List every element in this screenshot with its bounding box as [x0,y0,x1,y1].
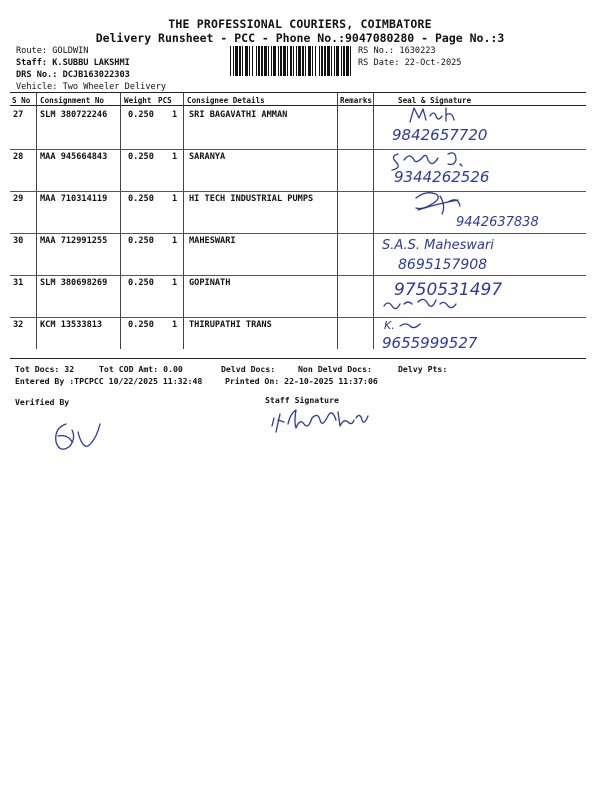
signature-row-31 [378,274,578,318]
barcode-bar [245,46,248,76]
barcode-bar [233,46,234,76]
row-sno: 32 [13,320,24,330]
svg-text:9655999527: 9655999527 [382,334,478,352]
rs-date: RS Date: 22-Oct-2025 [358,58,462,68]
column-divider [183,93,184,349]
barcode-bar [324,46,326,76]
barcode-bar [293,46,294,76]
header-sno: S No [12,96,31,105]
barcode-bar [346,46,349,76]
svg-text:8695157908: 8695157908 [398,257,488,273]
svg-text:9442637838: 9442637838 [456,215,539,230]
staff-signature-label: Staff Signature [265,395,339,405]
barcode-bar [283,46,286,76]
row-weight: 0.250 [128,320,154,330]
barcode-bar [298,46,301,76]
runsheet-subtitle: Delivery Runsheet - PCC - Phone No.:9047080280 - Page No.:3 [95,31,505,45]
row-sno: 30 [13,236,24,246]
row-sno: 31 [13,278,24,288]
staff-signature [268,404,378,448]
svg-text:9750531497: 9750531497 [394,280,503,300]
signature-row-30 [378,232,578,276]
row-consignee: MAHESWARI [189,236,236,246]
barcode-bar [252,46,253,76]
signature-row-32 [378,316,578,362]
row-consignee: HI TECH INDUSTRIAL PUMPS [189,194,314,204]
row-weight: 0.250 [128,194,154,204]
barcode-bar [321,46,323,76]
row-weight: 0.250 [128,278,154,288]
row-pcs: 1 [172,152,178,162]
barcode-bar [258,46,260,76]
barcode-bar [249,46,250,76]
barcode-bar [278,46,279,76]
row-consignment: MAA 712991255 [40,236,108,246]
delivery-points: Delvy Pts: [398,364,448,374]
header-consignment: Consignment No [40,96,105,105]
barcode-bar [343,46,345,76]
route-info: Route: GOLDWIN [16,46,89,56]
header-remarks: Remarks [340,96,373,105]
column-divider [120,93,121,349]
row-pcs: 1 [172,320,178,330]
barcode-bar [334,46,335,76]
row-pcs: 1 [172,278,178,288]
barcode-bar [268,46,269,76]
barcode-bar [308,46,311,76]
barcode [230,46,352,76]
svg-text:S.A.S. Maheswari: S.A.S. Maheswari [382,238,494,253]
row-sno: 28 [13,152,24,162]
barcode-bar [290,46,292,76]
barcode-bar [242,46,243,76]
row-sno: 27 [13,110,24,120]
row-weight: 0.250 [128,236,154,246]
rs-number: RS No.: 1630223 [358,46,436,56]
barcode-bar [327,46,330,76]
barcode-bar [230,46,231,76]
row-pcs: 1 [172,110,178,120]
row-consignment: SLM 380698269 [40,278,108,288]
header-pcs: PCS [158,96,172,105]
column-divider [337,93,338,349]
row-consignment: MAA 710314119 [40,194,108,204]
entered-by: Entered By :TPCPCC 10/22/2025 11:32:48 [15,376,203,386]
row-consignee: SARANYA [189,152,226,162]
barcode-bar [264,46,267,76]
barcode-bar [239,46,241,76]
barcode-bar [305,46,306,76]
signature-row-28 [378,148,578,192]
header-weight: Weight [124,96,152,105]
row-consignment: SLM 380722246 [40,110,108,120]
drs-info: DRS No.: DCJB163022303 [16,70,130,80]
row-consignee: THIRUPATHI TRANS [189,320,272,330]
barcode-bar [287,46,288,76]
barcode-bar [296,46,297,76]
row-consignment: MAA 945664843 [40,152,108,162]
column-divider [373,93,374,349]
barcode-bar [261,46,263,76]
barcode-bar [336,46,339,76]
barcode-bar [341,46,342,76]
row-weight: 0.250 [128,152,154,162]
barcode-bar [271,46,272,76]
barcode-bar [319,46,320,76]
non-delivered-docs: Non Delvd Docs: [298,364,372,374]
row-consignment: KCM 13533813 [40,320,103,330]
verifier-signature [48,414,108,462]
delivered-docs: Delvd Docs: [221,364,276,374]
barcode-bar [280,46,282,76]
barcode-bar [235,46,238,76]
header-seal-signature: Seal & Signature [398,96,472,105]
column-divider [36,93,37,349]
barcode-bar [315,46,316,76]
row-consignee: GOPINATH [189,278,231,288]
barcode-bar [312,46,313,76]
barcode-bar [256,46,257,76]
total-docs: Tot Docs: 32 [15,364,75,374]
header-consignee: Consignee Details [187,96,265,105]
row-pcs: 1 [172,236,178,246]
barcode-bar [302,46,304,76]
verified-by-label: Verified By [15,397,70,407]
row-pcs: 1 [172,194,178,204]
printed-on: Printed On: 22-10-2025 11:37:06 [225,376,378,386]
svg-text:9344262526: 9344262526 [394,168,490,186]
barcode-bar [331,46,332,76]
table-top-rule [10,92,586,93]
row-consignee: SRI BAGAVATHI AMMAN [189,110,288,120]
svg-text:9842657720: 9842657720 [392,126,488,144]
signature-row-29 [378,190,578,234]
barcode-bar [273,46,276,76]
row-weight: 0.250 [128,110,154,120]
staff-info: Staff: K.SUBBU LAKSHMI [16,58,130,68]
svg-text:K.: K. [384,319,395,332]
signature-row-27 [378,106,578,150]
page-title: THE PROFESSIONAL COURIERS, COIMBATORE [168,17,432,31]
vehicle-info: Vehicle: Two Wheeler Delivery [16,82,167,92]
barcode-bar [350,46,351,76]
total-cod-amount: Tot COD Amt: 0.00 [99,364,183,374]
row-sno: 29 [13,194,24,204]
